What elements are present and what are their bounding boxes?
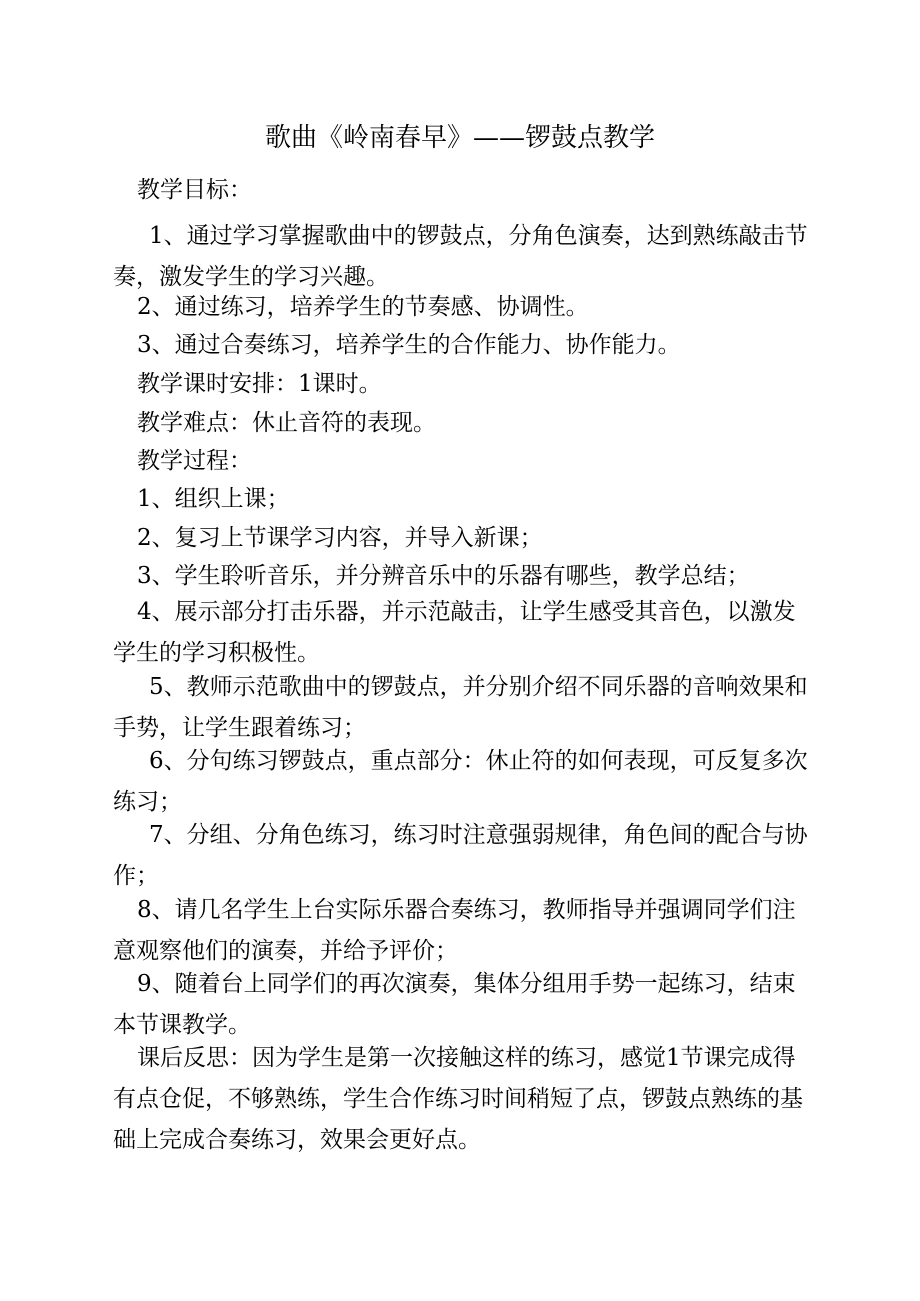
paragraph-step-6: 6、分句练习锣鼓点，重点部分：休止符的如何表现，可反复多次练习；: [113, 748, 808, 815]
paragraph-step-9: 9、随着台上同学们的再次演奏，集体分组用手势一起练习，结束本节课教学。: [113, 971, 796, 1038]
paragraph-class-hours: 教学课时安排：1课时。: [137, 371, 382, 397]
paragraph-step-7: 7、分组、分角色练习，练习时注意强弱规律，角色间的配合与协作；: [113, 822, 808, 889]
paragraph-step-3: 3、学生聆听音乐，并分辨音乐中的乐器有哪些，教学总结；: [137, 563, 750, 589]
paragraph-step-4: 4、展示部分打击乐器，并示范敲击，让学生感受其音色，以激发学生的学习积极性。: [113, 599, 796, 666]
paragraph-teaching-process-heading: 教学过程：: [137, 448, 252, 474]
paragraph-step-8: 8、请几名学生上台实际乐器合奏练习，教师指导并强调同学们注意观察他们的演奏，并给予评价；: [113, 897, 796, 964]
paragraph-step-2: 2、复习上节课学习内容，并导入新课；: [137, 525, 543, 551]
paragraph-goal-1: 1、通过学习掌握歌曲中的锣鼓点，分角色演奏，达到熟练敲击节奏，激发学生的学习兴趣。: [113, 223, 808, 290]
paragraph-goal-2: 2、通过练习，培养学生的节奏感、协调性。: [137, 294, 589, 320]
paragraph-step-1: 1、组织上课；: [137, 486, 290, 512]
paragraph-teaching-goals-heading: 教学目标：: [137, 177, 252, 203]
paragraph-teaching-difficulty: 教学难点：休止音符的表现。: [137, 410, 436, 436]
paragraph-reflection: 课后反思：因为学生是第一次接触这样的练习，感觉1节课完成得有点仓促，不够熟练，学生合作练习时间稍短了点，锣鼓点熟练的基础上完成合奏练习，效果会更好点。: [113, 1045, 803, 1153]
document-title: 歌曲《岭南春早》——锣鼓点教学: [264, 123, 655, 153]
paragraph-goal-3: 3、通过合奏练习，培养学生的合作能力、协作能力。: [137, 332, 681, 358]
paragraph-step-5: 5、教师示范歌曲中的锣鼓点，并分别介绍不同乐器的音响效果和手势，让学生跟着练习；: [113, 674, 808, 741]
